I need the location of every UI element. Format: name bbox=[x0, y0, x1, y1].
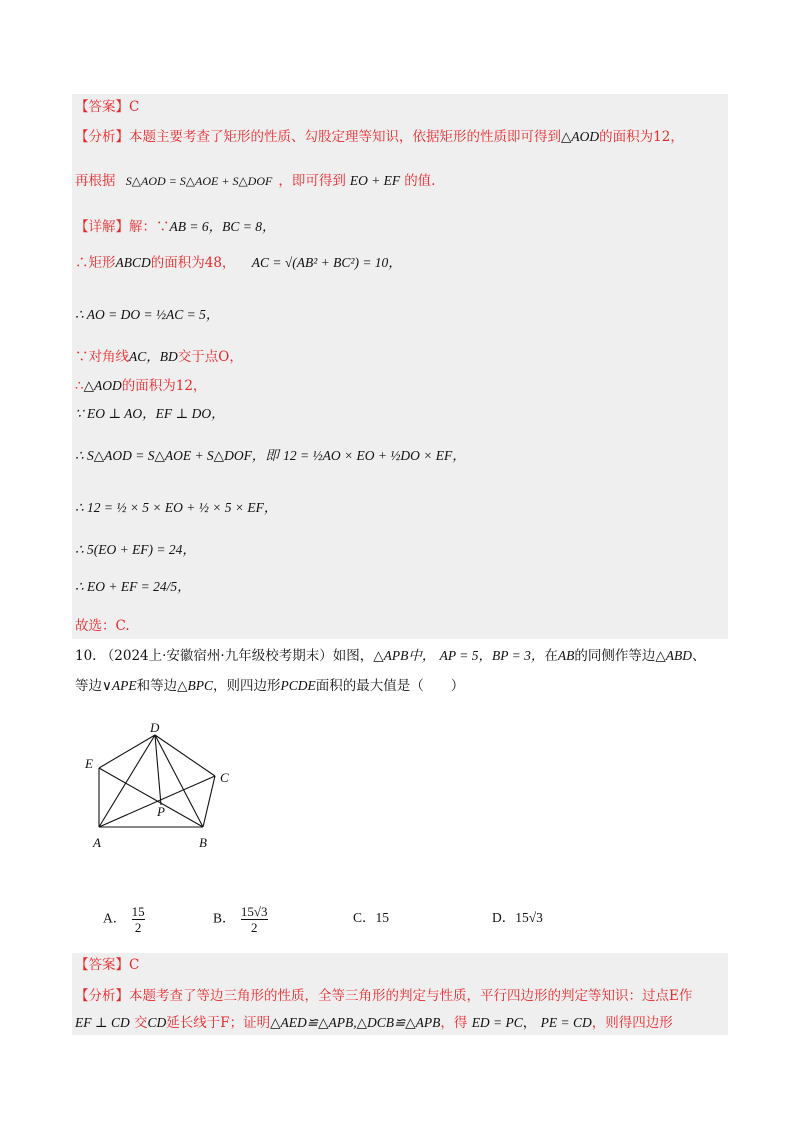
formula: ED = PC bbox=[471, 1015, 523, 1030]
fraction bbox=[241, 904, 268, 935]
option-value: 15 bbox=[375, 910, 390, 925]
q9-rect-line bbox=[75, 252, 402, 274]
label-p: P bbox=[157, 804, 165, 819]
text: 延长线于F；证明 bbox=[166, 1015, 271, 1031]
sum-formula: ∴ S△AOD = S△AOE + S△DOF，即 bbox=[75, 448, 279, 463]
choice-text: 故选：C. bbox=[75, 618, 130, 634]
triangle-apb: △APB中， bbox=[373, 648, 436, 663]
detail-tag: 【详解】 bbox=[75, 219, 129, 235]
q9-choice-line bbox=[75, 615, 130, 637]
perp-formula: ∵ EO ⊥ AO，EF ⊥ DO， bbox=[75, 406, 225, 421]
given-values: AB = 6，BC = 8， bbox=[169, 219, 276, 234]
segment-ac bbox=[99, 776, 215, 827]
q10-question-line-2 bbox=[75, 675, 464, 697]
q10-question-line-1 bbox=[75, 645, 706, 667]
text: 等边 bbox=[75, 678, 102, 694]
q10-analysis-line bbox=[75, 985, 692, 1007]
text: ∴矩形 bbox=[75, 255, 116, 271]
triangle-aod: △AOD bbox=[561, 129, 600, 144]
quad-pcde: PCDE bbox=[280, 678, 316, 693]
triangle-bpc: △BPC bbox=[177, 678, 214, 693]
segment-cb bbox=[203, 776, 215, 827]
eo-plus-ef: EO + EF bbox=[349, 173, 401, 188]
text: 和等边 bbox=[136, 678, 178, 694]
formula: PE = CD bbox=[540, 1015, 592, 1030]
option-letter: D． bbox=[492, 910, 516, 925]
triangle-aod: △AOD bbox=[83, 378, 122, 393]
text: ∵对角线 bbox=[75, 349, 129, 365]
text: 在 bbox=[544, 648, 558, 664]
fraction bbox=[132, 904, 145, 935]
analysis-text: ，即可得到 bbox=[278, 173, 346, 189]
ac-formula: AC = √(AB² + BC²) = 10， bbox=[251, 255, 402, 270]
text: 的面积为12， bbox=[121, 378, 207, 394]
ao-formula: ∴ AO = DO = ½AC = 5， bbox=[75, 307, 220, 322]
segment-ad bbox=[99, 735, 155, 827]
numerator: 15 bbox=[131, 904, 145, 919]
text: 的面积为48， bbox=[150, 255, 236, 271]
q9-perp-line bbox=[75, 403, 225, 425]
question-number: 10. bbox=[75, 648, 97, 664]
q9-analysis-line-2 bbox=[75, 170, 435, 192]
sum-formula-2: 12 = ½AO × EO + ½DO × EF， bbox=[283, 448, 466, 463]
q9-detail-line bbox=[75, 216, 275, 238]
q9-ao-line bbox=[75, 304, 219, 326]
text: 、 bbox=[692, 648, 706, 664]
equation-12: ∴ 12 = ½ × 5 × EO + ½ × 5 × EF， bbox=[75, 500, 278, 515]
diagonals: AC，BD bbox=[129, 349, 178, 364]
analysis-text: 本题考查了等边三角形的性质，全等三角形的判定与性质，平行四边形的判定等知识：过点E作 bbox=[129, 988, 693, 1004]
analysis-text: 再根据 bbox=[75, 173, 116, 189]
analysis-text: 的值. bbox=[404, 173, 436, 189]
denominator: 2 bbox=[241, 919, 268, 935]
segment-cd: CD bbox=[147, 1015, 167, 1030]
geometry-figure bbox=[80, 720, 250, 855]
label-d: D bbox=[150, 720, 160, 735]
answer-value: C bbox=[129, 957, 140, 973]
equation-final: ∴ EO + EF = 24/5， bbox=[75, 579, 191, 594]
triangle-ape: ∨APE bbox=[102, 678, 137, 693]
label-a: A bbox=[93, 835, 101, 850]
q9-sum-line bbox=[75, 445, 466, 467]
label-c: C bbox=[220, 770, 229, 785]
triangle-abd: △ABD bbox=[655, 648, 692, 663]
question-source: （2024上·安徽宿州·九年级校考期末）如图， bbox=[100, 648, 374, 664]
analysis-text: 本题主要考查了矩形的性质、勾股定理等知识，依据矩形的性质即可得到 bbox=[129, 129, 561, 145]
q9-diag-line bbox=[75, 346, 243, 368]
option-letter: A． bbox=[103, 910, 127, 926]
area-formula: S△AOD = S△AOE + S△DOF bbox=[125, 174, 273, 188]
option-c[interactable] bbox=[353, 906, 389, 926]
denominator: 2 bbox=[132, 919, 145, 935]
numerator: 15√3 bbox=[240, 904, 268, 919]
q10-answer-line bbox=[75, 954, 139, 976]
label-e: E bbox=[85, 756, 93, 771]
q9-analysis-line bbox=[75, 126, 684, 148]
text: 交于点O， bbox=[177, 349, 243, 365]
option-d[interactable] bbox=[492, 906, 543, 926]
q9-area12-line bbox=[75, 375, 206, 397]
answer-value: C bbox=[129, 99, 140, 115]
text: ， bbox=[522, 1015, 537, 1031]
analysis-tag: 【分析】 bbox=[75, 988, 129, 1004]
q9-final-line bbox=[75, 576, 191, 598]
text: ，则得四边形 bbox=[591, 1015, 673, 1031]
analysis-tag: 【分析】 bbox=[75, 129, 129, 145]
text: ，得 bbox=[440, 1015, 468, 1031]
label-b: B bbox=[199, 835, 207, 850]
q9-12-line bbox=[75, 497, 277, 519]
equation-5eo: ∴ 5(EO + EF) = 24， bbox=[75, 542, 196, 557]
segment-dc bbox=[155, 735, 215, 776]
rect-abcd: ABCD bbox=[115, 255, 151, 270]
text: 交 bbox=[134, 1015, 148, 1031]
option-b[interactable] bbox=[213, 904, 270, 935]
text: ∴ bbox=[75, 378, 84, 394]
q9-5eo-line bbox=[75, 539, 196, 561]
congruence: △AED≌△APB,△DCB≌△APB bbox=[270, 1015, 441, 1030]
option-a[interactable] bbox=[103, 904, 147, 935]
option-letter: C． bbox=[353, 910, 376, 925]
text: 的同侧作等边 bbox=[574, 648, 656, 664]
option-letter: B． bbox=[213, 910, 236, 926]
q10-analysis-line-2 bbox=[75, 1012, 673, 1034]
analysis-text: 的面积为12， bbox=[599, 129, 684, 145]
q9-answer-line bbox=[75, 96, 139, 118]
given-lengths: AP = 5，BP = 3， bbox=[439, 648, 545, 663]
segment-ed bbox=[99, 735, 155, 768]
segment-ab: AB bbox=[557, 648, 575, 663]
text: 面积的最大值是（ ） bbox=[315, 678, 465, 694]
detail-intro: 解：∵ bbox=[129, 219, 170, 235]
answer-tag: 【答案】 bbox=[75, 957, 129, 973]
text: ，则四边形 bbox=[213, 678, 281, 694]
formula: EF ⊥ CD bbox=[75, 1015, 130, 1030]
option-value: 15√3 bbox=[515, 910, 543, 925]
answer-tag: 【答案】 bbox=[75, 99, 129, 115]
